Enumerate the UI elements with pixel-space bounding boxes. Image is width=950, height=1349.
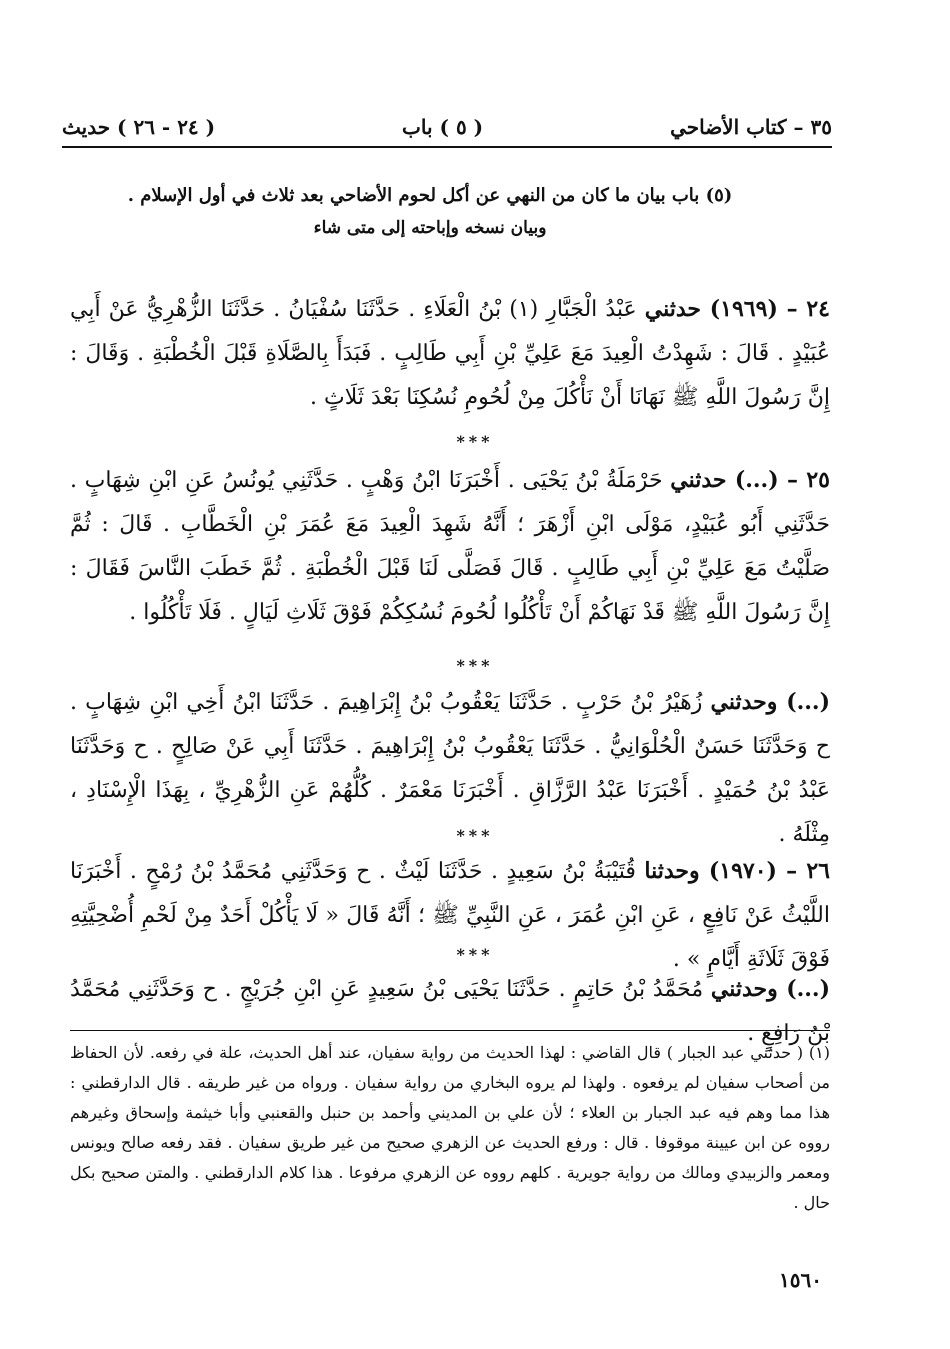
- hadith-lead: ٢٥ – (...) حدثني: [670, 467, 830, 493]
- section-separator: ***: [456, 826, 494, 845]
- chapter-subtitle: وبيان نسخه وإباحته إلى متى شاء: [313, 218, 547, 238]
- section-separator: ***: [456, 432, 494, 451]
- hadith-lead: ٢٤ – (١٩٦٩) حدثني: [644, 296, 830, 322]
- hadith-lead: (...) وحدثني: [710, 689, 830, 715]
- header-bab-number: ( ٥ ) باب: [402, 115, 484, 139]
- hadith-text: مُحَمَّدُ بْنُ حَاتِمٍ . حَدَّثَنَا يَحْيَى بْنُ سَعِيدٍ عَنِ ابْنِ جُرَيْجٍ . ح وَحَدَّثَنِي مُحَمَّدُ بْنُ رَافِعٍ .: [70, 977, 830, 1046]
- hadith-lead: ٢٦ – (١٩٧٠) وحدثنا: [644, 858, 830, 884]
- footnote-divider: [70, 1030, 830, 1031]
- header-book-title: ٣٥ – كتاب الأضاحي: [670, 115, 832, 139]
- chapter-heading: [80, 180, 780, 244]
- chapter-title: (٥) باب بيان ما كان من النهي عن أكل لحوم الأضاحي بعد ثلاث في أول الإسلام .: [127, 185, 733, 206]
- hadith-text: حَرْمَلَةُ بْنُ يَحْيَى . أَخْبَرَنَا ابْنُ وَهْبٍ . حَدَّثَنِي يُونُسُ عَنِ ابْنِ شِهَابٍ . حَدَّثَنِي أَبُو عُبَيْدٍ، مَوْلَى ابْنِ أَزْهَرَ ؛ أَنَّهُ شَهِدَ الْعِيدَ مَعَ عُمَرَ بْنِ الْخَطَّابِ . قَالَ : ثُمَّ صَلَّيْتُ مَعَ عَلِيِّ بْنِ أَبِي طَالِبٍ . قَالَ فَصَلَّى لَنَا قَبْلَ الْخُطْبَةِ . ثُمَّ خَطَبَ النَّاسَ فَقَالَ : إِنَّ رَسُولَ اللَّهِ ﷺ قَدْ نَهَاكُمْ أَنْ تَأْكُلُوا لُحُومَ نُسُكِكُمْ فَوْقَ ثَلَاثِ لَيَالٍ . فَلَا تَأْكُلُوا .: [70, 468, 830, 625]
- hadith-25: [70, 458, 830, 635]
- page-number: ١٥٦٠: [779, 1268, 822, 1292]
- footnote: (١) ( حدثني عبد الجبار ) قال القاضي : لهذا الحديث من رواية سفيان، عند أهل الحديث، علة في رفعه. لأن الحفاظ من أصحاب سفيان لم يرفعوه . ولهذا لم يروه البخاري من رواية سفيان . ورواه من غير طريقه . قال الدارقطني : هذا مما وهم فيه عبد الجبار بن العلاء ؛ لأن علي بن المديني وأحمد بن حنبل والقعنبي وأبا خيثمة وإسحاق وغيرهم رووه عن ابن عيينة موقوفا . قال : ورفع الحديث عن الزهري صحيح من غير طريق سفيان . فقد رفعه صالح ويونس ومعمر والزبيدي ومالك من رواية جويرية . كلهم رووه عن الزهري مرفوعا . هذا كلام الدارقطني . والمتن صحيح بكل حال .: [70, 1043, 831, 1212]
- hadith-text: قُتَيْبَةُ بْنُ سَعِيدٍ . حَدَّثَنَا لَيْثٌ . ح وَحَدَّثَنِي مُحَمَّدُ بْنُ رُمْحٍ . أَخْبَرَنَا اللَّيْثُ عَنْ نَافِعٍ ، عَنِ ابْنِ عُمَرَ ، عَنِ النَّبِيِّ ﷺ ؛ أَنَّهُ قَالَ « لَا يَأْكُلْ أَحَدٌ مِنْ لَحْمِ أُضْحِيَّتِهِ فَوْقَ ثَلَاثَةِ أَيَّامٍ » .: [70, 859, 830, 972]
- section-separator: ***: [456, 656, 494, 675]
- running-header: [62, 108, 832, 148]
- header-hadith-range: ( ٢٤ - ٢٦ ) حديث: [62, 115, 216, 139]
- hadith-text: عَبْدُ الْجَبَّارِ (١) بْنُ الْعَلَاءِ . حَدَّثَنَا سُفْيَانُ . حَدَّثَنَا الزُّهْرِيُّ عَنْ أَبِي عُبَيْدٍ . قَالَ : شَهِدْتُ الْعِيدَ مَعَ عَلِيِّ بْنِ أَبِي طَالِبٍ . فَبَدَأَ بِالصَّلَاةِ قَبْلَ الْخُطْبَةِ . وَقَالَ : إِنَّ رَسُولَ اللَّهِ ﷺ نَهَانَا أَنْ نَأْكُلَ مِنْ لُحُومِ نُسُكِنَا بَعْدَ ثَلَاثٍ .: [70, 297, 830, 410]
- hadith-text: زُهَيْرُ بْنُ حَرْبٍ . حَدَّثَنَا يَعْقُوبُ بْنُ إِبْرَاهِيمَ . حَدَّثَنَا ابْنُ أَخِي ابْنِ شِهَابٍ . ح وَحَدَّثَنَا حَسَنٌ الْحُلْوَانِيُّ . حَدَّثَنَا يَعْقُوبُ بْنُ إِبْرَاهِيمَ . حَدَّثَنَا أَبِي عَنْ صَالِحٍ . ح وَحَدَّثَنَا عَبْدُ بْنُ حُمَيْدٍ . أَخْبَرَنَا عَبْدُ الرَّزَّاقِ . أَخْبَرَنَا مَعْمَرٌ . كُلُّهُمْ عَنِ الزُّهْرِيِّ ، بِهَذَا الْإِسْنَادِ ، مِثْلَهُ .: [70, 690, 830, 847]
- section-separator: ***: [456, 945, 494, 964]
- hadith-24: [70, 287, 830, 420]
- hadith-lead: (...) وحدثني: [710, 976, 830, 1002]
